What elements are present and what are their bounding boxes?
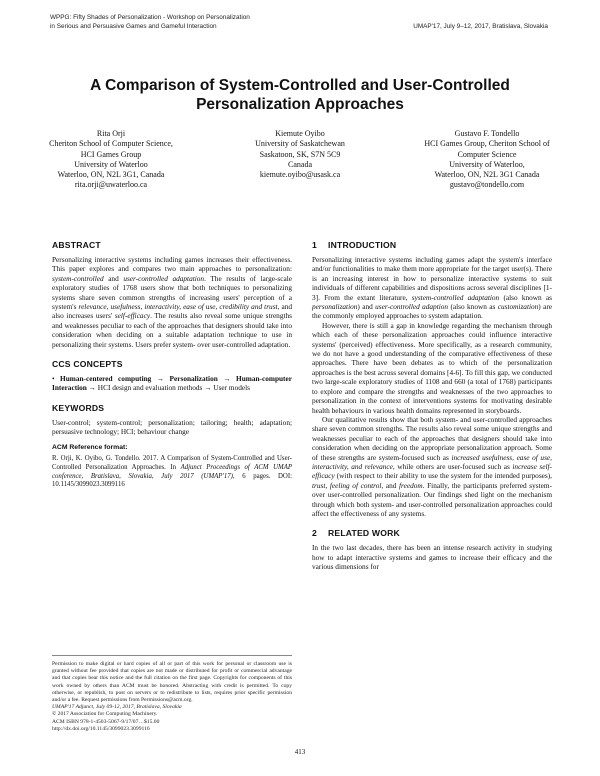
isbn-line: ACM ISBN 978-1-4503-5067-9/17/07…$15.00 <box>52 718 160 725</box>
author-affiliation: HCI Games Group <box>80 149 142 159</box>
running-header-workshop <box>50 14 380 31</box>
author-name: Gustavo F. Tondello <box>454 129 520 138</box>
author-affiliation: University of Waterloo, <box>449 159 525 169</box>
author-1 <box>26 129 196 191</box>
reference-format-text: R. Orji, K. Oyibo, G. Tondello. 2017. A Comparison of System-Controlled and User-Controlled Personalization Approaches. In Adjunct Proceedings of ACM UMAP conference, Bratislava, Slovakia, July 2017 (UMAP'17), 6 pages. DOI: 10.1145/3099023.3099116 <box>52 455 292 489</box>
workshop-line-1: WPPG: Fifty Shades of Personalization - Workshop on Personalization <box>50 14 250 21</box>
title-line-2: Personalization Approaches <box>196 96 404 113</box>
workshop-line-2: in Serious and Persuasive Games and Gameful Interaction <box>50 22 217 30</box>
venue-line: UMAP'17 Adjunct, July 09-12, 2017, Bratislava, Slovakia <box>52 704 182 711</box>
author-address: Saskatoon, SK, S7N 5C9 <box>259 149 341 159</box>
abstract-text: Personalizing interactive systems including games increases their effectiveness. This paper explores and compares two main approaches to personalization: system-controlled and user-controlled adaptation. The results of large-scale exploratory studies of 1768 users show that both techniques to personalizing systems share seven common strengths of increasing users' perception of a system's relevance, usefulness, interactivity, ease of use, credibility and trust, and also increases users' self-efficacy. The results also reveal some unique strengths and weaknesses peculiar to each of the approaches that designers should take into consideration when deciding on a suitable adaptation technique to use in personalizing their systems. Users prefer system- over user-controlled adaptation. <box>52 255 292 349</box>
related-work-heading: 2 RELATED WORK <box>312 528 400 539</box>
keywords-heading: KEYWORDS <box>52 402 105 413</box>
right-column <box>312 240 552 572</box>
author-3 <box>402 129 572 191</box>
keywords-text: User-control; system-control; personalization; tailoring; health; adaptation; persuasive technology; HCI; behaviour change <box>52 417 292 437</box>
page-number: 413 <box>294 748 306 756</box>
author-address: Waterloo, ON, N2L 3G1, Canada <box>57 170 165 180</box>
abstract-heading: ABSTRACT <box>52 240 101 250</box>
doi-link[interactable]: http://dx.doi.org/10.1145/3099023.3099116 <box>52 725 150 732</box>
author-email[interactable]: rita.orji@uwaterloo.ca <box>74 180 148 190</box>
intro-paragraph-1: Personalizing interactive systems including games adapt the system's interface and/or functionalities to make them more appropriate for the target user(s). There is an increasing interest in how to personalize interactive systems to suit individuals of different capabilities and dispositions across several disciplines [1-3]. From the extant literature, system-controlled adaptation (also known as personalization) and user-controlled adaption (also known as customization) are the commonly employed approaches to system adaptation. <box>312 255 553 321</box>
ccs-heading: CCS CONCEPTS <box>52 359 123 370</box>
title-line-1: A Comparison of System-Controlled and User-Controlled <box>90 77 510 94</box>
ccs-concepts: • Human-centered computing → Personalization → Human-computer Interaction → HCI design and evaluation methods → User models <box>52 374 292 393</box>
intro-paragraph-2: However, there is still a gap in knowledge regarding the mechanism through which each of these personalization approaches could influence interactive systems' (perceived) effectiveness. More specifically, as a research community, we do not have a good understanding of the comparative effectiveness of these approaches. There have been debates as to which of the personalization approaches is the best across several domains [4-6]. To fill this gap, we conducted two large-scale exploratory studies of 1108 and 660 (a total of 1768) participants to explore and compare the strengths and weaknesses of the two approaches to personalization in the context of interventions systems for motivating desirable health behaviours in various health domains represented in storyboards. <box>312 320 552 415</box>
author-name: Kiemute Oyibo <box>275 129 325 138</box>
intro-paragraph-3: Our qualitative results show that both system- and user-controlled approaches share seven common strengths. The results also reveal some unique strengths and weaknesses peculiar to each of the approaches that designers should take into consideration when deciding on the appropriate personalization approach. Some of these strengths are system-focused such as increased usefulness, ease of use, interactivity, and relevance, while others are user-focused such as increase self-efficacy (with respect to their ability to use the system for the intended purposes), trust, feeling of control, and freedom. Finally, the participants preferred system- over user-controlled personalization. Our findings shed light on the mechanism through which both system- and user-controlled personalization approaches could affect the effectiveness of any systems. <box>312 414 553 518</box>
introduction-heading: 1 INTRODUCTION <box>312 240 397 250</box>
copyright-footnote <box>52 655 292 733</box>
author-name: Rita Orji <box>96 129 126 138</box>
author-affiliation: University of Saskatchewan <box>255 139 345 149</box>
author-email[interactable]: kiemute.oyibo@usask.ca <box>259 170 341 180</box>
paper-title <box>50 76 550 114</box>
author-affiliation: Computer Science <box>457 149 517 159</box>
permission-notice: Permission to make digital or hard copies of all or part of this work for personal or classroom use is granted without fee provided that copies are not made or distributed for profit or commercial advantage and that copies bear this notice and the full citation on the first page. Copyrights for components of this work owned by others than ACM must be honored. Abstracting with credit is permitted. To copy otherwise, or republish, to post on servers or to redistribute to lists, requires prior specific permission and/or a fee. Request permissions from Permissions@acm.org. <box>52 661 292 704</box>
author-address: Waterloo, ON, N2L 3G1 Canada <box>434 170 540 180</box>
author-email[interactable]: gustavo@tondello.com <box>449 180 525 190</box>
copyright-line: © 2017 Association for Computing Machinery. <box>52 711 158 718</box>
related-work-text: In the two last decades, there has been an intense research activity in studying how to adapt interactive systems and games to increase their efficacy and the various dimensions for <box>312 543 552 572</box>
author-affiliation: HCI Games Group, Cheriton School of <box>424 139 550 149</box>
author-country: Canada <box>288 159 312 169</box>
running-header-conference: UMAP'17, July 9–12, 2017, Bratislava, Slovakia <box>413 23 548 30</box>
author-affiliation: University of Waterloo <box>74 159 148 169</box>
author-affiliation: Cheriton School of Computer Science, <box>49 139 173 149</box>
left-column <box>52 240 292 490</box>
reference-format-heading: ACM Reference format: <box>52 443 128 451</box>
author-2 <box>215 129 385 180</box>
